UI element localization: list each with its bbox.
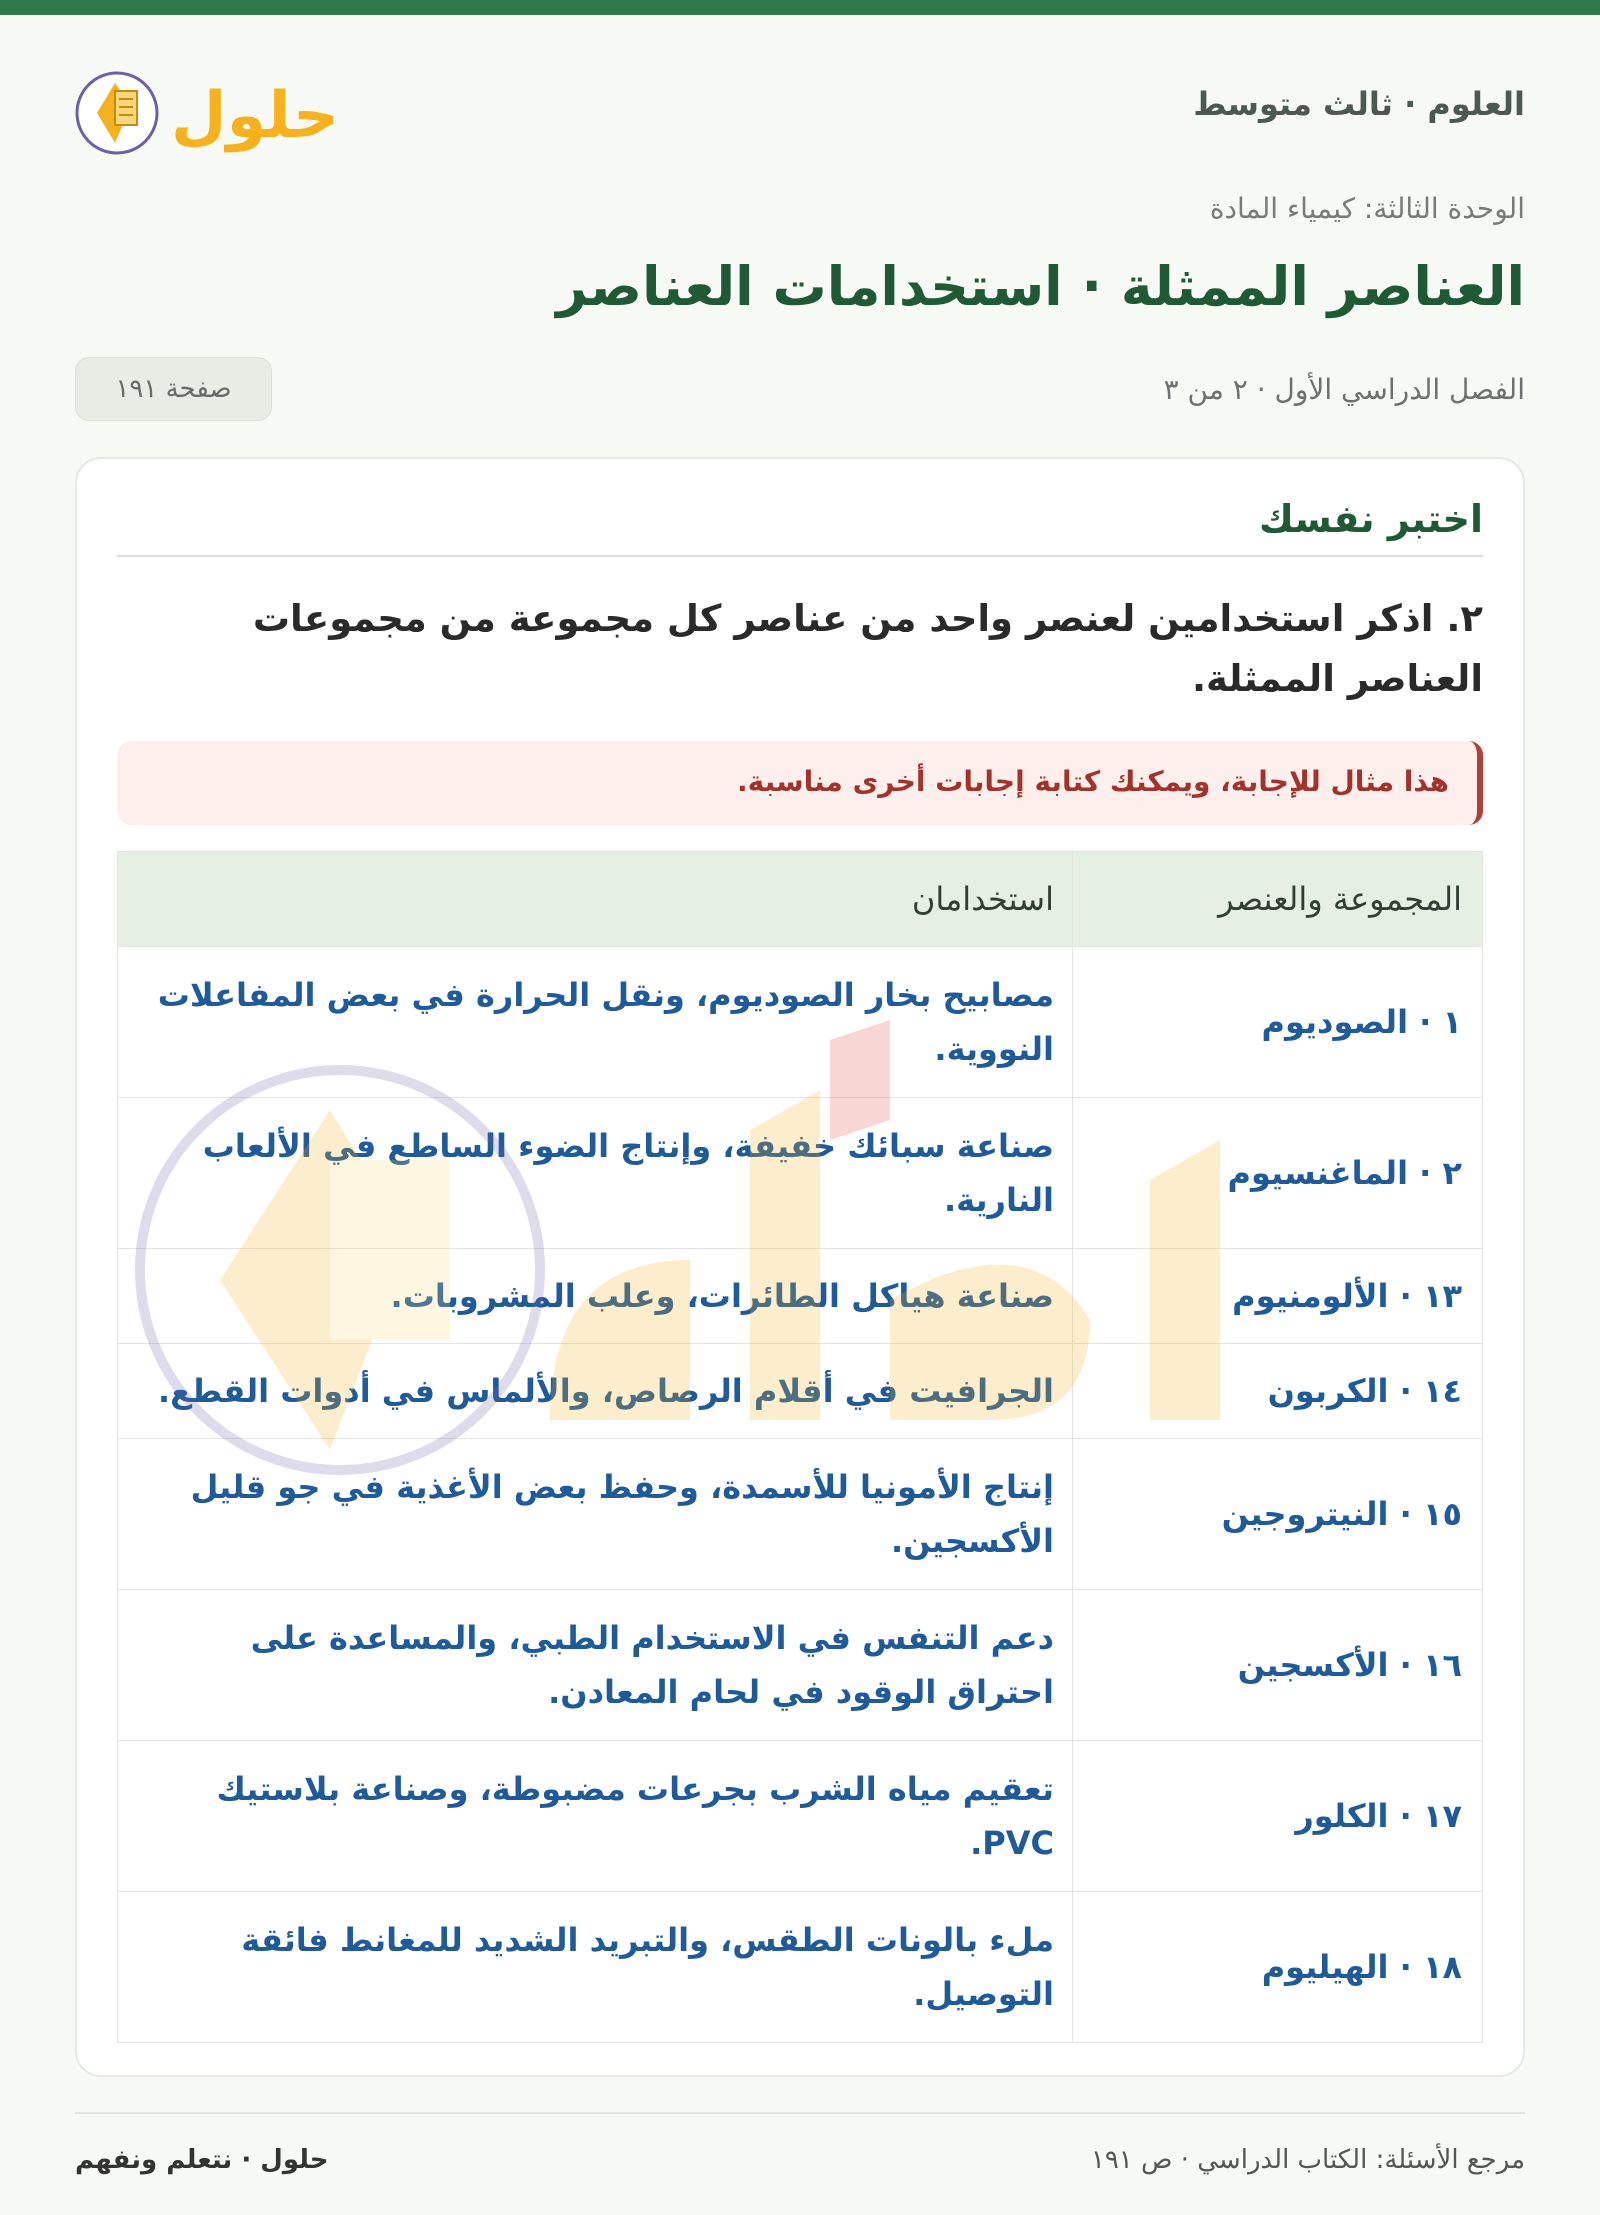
uses-table <box>117 851 1483 2043</box>
table-header-row <box>118 852 1482 946</box>
answer-note-text: هذا مثال للإجابة، ويمكنك كتابة إجابات أخرى مناسبة. <box>737 765 1449 798</box>
uses-cell: مصابيح بخار الصوديوم، ونقل الحرارة في بعض المفاعلات النووية. <box>157 976 1054 1068</box>
element-cell: ١٤ · الكربون <box>1072 1344 1482 1438</box>
element-cell: ١٣ · الألومنيوم <box>1072 1249 1482 1343</box>
semester-label: الفصل الدراسي الأول · ٢ من ٣ <box>1163 373 1525 406</box>
element-cell: ١ · الصوديوم <box>1072 947 1482 1097</box>
table-row <box>118 1097 1482 1248</box>
table-row <box>118 1438 1482 1589</box>
table-row <box>118 1740 1482 1891</box>
unit-label: الوحدة الثالثة: كيمياء المادة <box>1209 192 1525 225</box>
uses-cell: دعم التنفس في الاستخدام الطبي، والمساعدة على احتراق الوقود في لحام المعادن. <box>250 1619 1054 1711</box>
lesson-title: العناصر الممثلة · استخدامات العناصر <box>556 255 1525 318</box>
table-row <box>118 1589 1482 1740</box>
element-cell: ١٥ · النيتروجين <box>1072 1439 1482 1589</box>
uses-cell: تعقيم مياه الشرب بجرعات مضبوطة، وصناعة بلاستيك PVC. <box>216 1770 1054 1862</box>
table-row <box>118 1343 1482 1438</box>
uses-cell: الجرافيت في أقلام الرصاص، والألماس في أدوات القطع. <box>157 1372 1054 1410</box>
header-uses: استخدامان <box>911 880 1054 918</box>
subject-grade: العلوم · ثالث متوسط <box>1193 85 1525 123</box>
header-element: المجموعة والعنصر <box>1072 852 1482 946</box>
page-number-badge: صفحة ١٩١ <box>75 357 272 421</box>
answer-note <box>117 741 1483 825</box>
question-text: ٢. اذكر استخدامين لعنصر واحد من عناصر كل مجموعة من مجموعات العناصر الممثلة. <box>252 597 1483 700</box>
table-row <box>118 1891 1482 2042</box>
card-heading <box>117 495 1483 557</box>
element-cell: ١٧ · الكلور <box>1072 1741 1482 1891</box>
table-row <box>118 1248 1482 1343</box>
element-cell: ١٦ · الأكسجين <box>1072 1590 1482 1740</box>
footer-reference: مرجع الأسئلة: الكتاب الدراسي · ص ١٩١ <box>1090 2145 1525 2175</box>
uses-cell: صناعة هياكل الطائرات، وعلب المشروبات. <box>390 1277 1054 1315</box>
uses-cell: ملء بالونات الطقس، والتبريد الشديد للمغانط فائقة التوصيل. <box>241 1921 1054 2013</box>
element-cell: ٢ · الماغنسيوم <box>1072 1098 1482 1248</box>
top-accent-bar <box>0 0 1600 15</box>
svg-text:حلول: حلول <box>171 79 335 153</box>
table-row <box>118 946 1482 1097</box>
card-heading-text: اختبر نفسك <box>1259 497 1483 541</box>
exercise-card <box>75 457 1525 2077</box>
uses-cell: صناعة سبائك خفيفة، وإنتاج الضوء الساطع في الألعاب النارية. <box>202 1127 1054 1219</box>
element-cell: ١٨ · الهيليوم <box>1072 1892 1482 2042</box>
hulul-logo <box>75 55 335 165</box>
footer-divider <box>75 2112 1525 2114</box>
footer-brand: حلول · نتعلم ونفهم <box>75 2145 329 2175</box>
uses-cell: إنتاج الأمونيا للأسمدة، وحفظ بعض الأغذية في جو قليل الأكسجين. <box>190 1468 1054 1560</box>
page-header <box>75 55 1525 165</box>
